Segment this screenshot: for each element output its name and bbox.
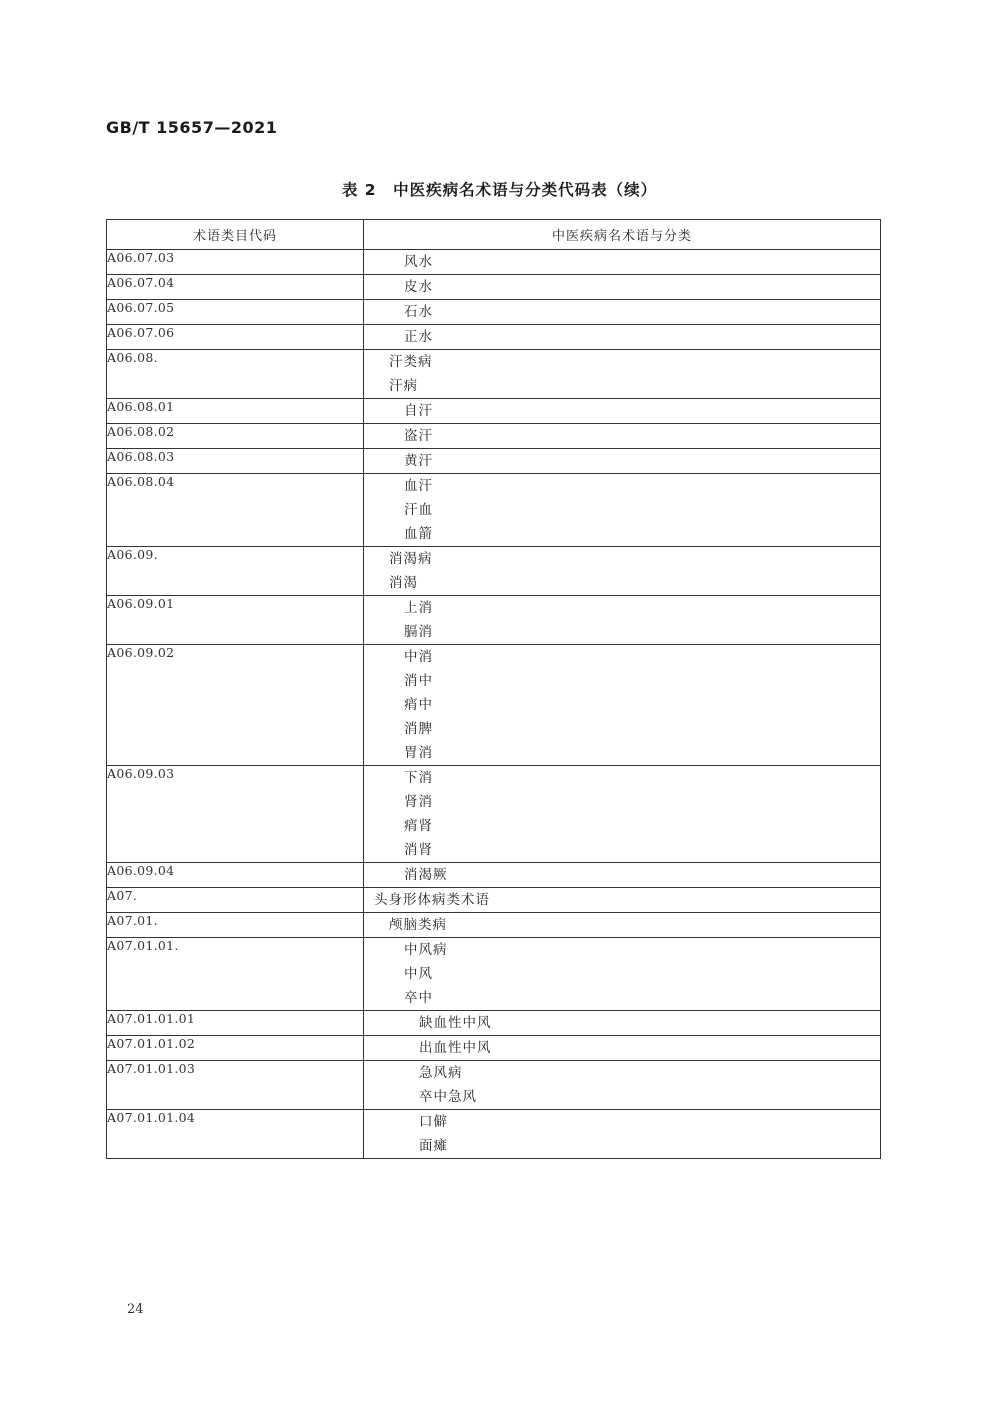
category-code: A07. bbox=[107, 888, 364, 913]
term-cell bbox=[364, 1110, 881, 1159]
classification-table bbox=[106, 219, 881, 1159]
disease-term: 中消 bbox=[404, 649, 433, 665]
disease-term: 血汗 bbox=[404, 478, 433, 494]
table-row bbox=[107, 547, 881, 596]
term-cell bbox=[364, 300, 881, 325]
term-cell bbox=[364, 399, 881, 424]
category-code: A06.08.01 bbox=[107, 399, 364, 424]
category-code: A06.08. bbox=[107, 350, 364, 399]
disease-synonym: 血箭 bbox=[404, 526, 433, 542]
category-code: A06.07.04 bbox=[107, 275, 364, 300]
table-row bbox=[107, 449, 881, 474]
term-cell bbox=[364, 645, 881, 766]
term-cell bbox=[364, 275, 881, 300]
table-body bbox=[107, 250, 881, 1159]
disease-term: 缺血性中风 bbox=[419, 1015, 492, 1031]
table-row bbox=[107, 1036, 881, 1061]
term-cell bbox=[364, 350, 881, 399]
disease-synonym: 消渴 bbox=[389, 575, 418, 591]
table-row bbox=[107, 1011, 881, 1036]
term-cell bbox=[364, 766, 881, 863]
table-row bbox=[107, 474, 881, 547]
disease-synonym: 面瘫 bbox=[419, 1138, 448, 1154]
term-cell bbox=[364, 325, 881, 350]
table-row bbox=[107, 1110, 881, 1159]
disease-term: 急风病 bbox=[419, 1065, 463, 1081]
table-row bbox=[107, 424, 881, 449]
table-row bbox=[107, 888, 881, 913]
table-caption: 表 2 中医疾病名术语与分类代码表（续） bbox=[341, 181, 658, 199]
disease-term: 出血性中风 bbox=[419, 1040, 492, 1056]
disease-term: 风水 bbox=[404, 254, 433, 270]
disease-synonym: 肾消 bbox=[404, 794, 433, 810]
standard-code-header: GB/T 15657—2021 bbox=[106, 118, 278, 137]
disease-term: 黄汗 bbox=[404, 453, 433, 469]
disease-term: 自汗 bbox=[404, 403, 433, 419]
term-cell bbox=[364, 888, 881, 913]
category-code: A06.07.06 bbox=[107, 325, 364, 350]
category-code: A06.08.04 bbox=[107, 474, 364, 547]
term-cell bbox=[364, 913, 881, 938]
category-code: A07.01.01.04 bbox=[107, 1110, 364, 1159]
disease-synonym: 消脾 bbox=[404, 721, 433, 737]
disease-synonym: 痟中 bbox=[404, 697, 433, 713]
table-row bbox=[107, 938, 881, 1011]
table-row bbox=[107, 399, 881, 424]
category-code: A06.09.03 bbox=[107, 766, 364, 863]
disease-synonym: 卒中 bbox=[404, 990, 433, 1006]
term-cell bbox=[364, 474, 881, 547]
category-code: A06.09.01 bbox=[107, 596, 364, 645]
disease-term: 石水 bbox=[404, 304, 433, 320]
term-cell bbox=[364, 1061, 881, 1110]
disease-synonym: 卒中急风 bbox=[419, 1089, 477, 1105]
term-cell bbox=[364, 863, 881, 888]
table-row bbox=[107, 766, 881, 863]
disease-term: 汗类病 bbox=[389, 354, 433, 370]
disease-term: 头身形体病类术语 bbox=[374, 892, 490, 908]
disease-term: 颅脑类病 bbox=[389, 917, 447, 933]
disease-synonym: 汗血 bbox=[404, 502, 433, 518]
table-row bbox=[107, 325, 881, 350]
table-row bbox=[107, 1061, 881, 1110]
term-cell bbox=[364, 547, 881, 596]
category-code: A06.07.05 bbox=[107, 300, 364, 325]
table-row bbox=[107, 863, 881, 888]
disease-term: 中风病 bbox=[404, 942, 448, 958]
category-code: A07.01.01.02 bbox=[107, 1036, 364, 1061]
disease-term: 口僻 bbox=[419, 1114, 448, 1130]
table-row bbox=[107, 350, 881, 399]
table-row bbox=[107, 645, 881, 766]
disease-term: 皮水 bbox=[404, 279, 433, 295]
category-code: A06.07.03 bbox=[107, 250, 364, 275]
disease-synonym: 汗病 bbox=[389, 378, 418, 394]
table-row bbox=[107, 300, 881, 325]
category-code: A06.08.03 bbox=[107, 449, 364, 474]
category-code: A07.01.01.03 bbox=[107, 1061, 364, 1110]
category-code: A07.01.01. bbox=[107, 938, 364, 1011]
term-cell bbox=[364, 250, 881, 275]
term-cell bbox=[364, 1011, 881, 1036]
table-row bbox=[107, 913, 881, 938]
term-cell bbox=[364, 938, 881, 1011]
disease-term: 正水 bbox=[404, 329, 433, 345]
category-code: A06.09.02 bbox=[107, 645, 364, 766]
disease-synonym: 痟肾 bbox=[404, 818, 433, 834]
disease-synonym: 胃消 bbox=[404, 745, 433, 761]
disease-term: 消渴厥 bbox=[404, 867, 448, 883]
page-number: 24 bbox=[127, 1302, 144, 1317]
table-row bbox=[107, 275, 881, 300]
disease-synonym: 膈消 bbox=[404, 624, 433, 640]
term-cell bbox=[364, 424, 881, 449]
column-header-code: 术语类目代码 bbox=[107, 220, 364, 250]
table-row bbox=[107, 250, 881, 275]
table-row bbox=[107, 596, 881, 645]
category-code: A06.09.04 bbox=[107, 863, 364, 888]
category-code: A07.01.01.01 bbox=[107, 1011, 364, 1036]
column-header-terms: 中医疾病名术语与分类 bbox=[364, 220, 881, 250]
disease-synonym: 消中 bbox=[404, 673, 433, 689]
term-cell bbox=[364, 1036, 881, 1061]
category-code: A06.08.02 bbox=[107, 424, 364, 449]
disease-synonym: 中风 bbox=[404, 966, 433, 982]
category-code: A06.09. bbox=[107, 547, 364, 596]
term-cell bbox=[364, 449, 881, 474]
category-code: A07.01. bbox=[107, 913, 364, 938]
disease-term: 上消 bbox=[404, 600, 433, 616]
disease-term: 消渴病 bbox=[389, 551, 433, 567]
disease-synonym: 消肾 bbox=[404, 842, 433, 858]
disease-term: 下消 bbox=[404, 770, 433, 786]
table-header-row bbox=[107, 220, 881, 250]
term-cell bbox=[364, 596, 881, 645]
disease-term: 盗汗 bbox=[404, 428, 433, 444]
